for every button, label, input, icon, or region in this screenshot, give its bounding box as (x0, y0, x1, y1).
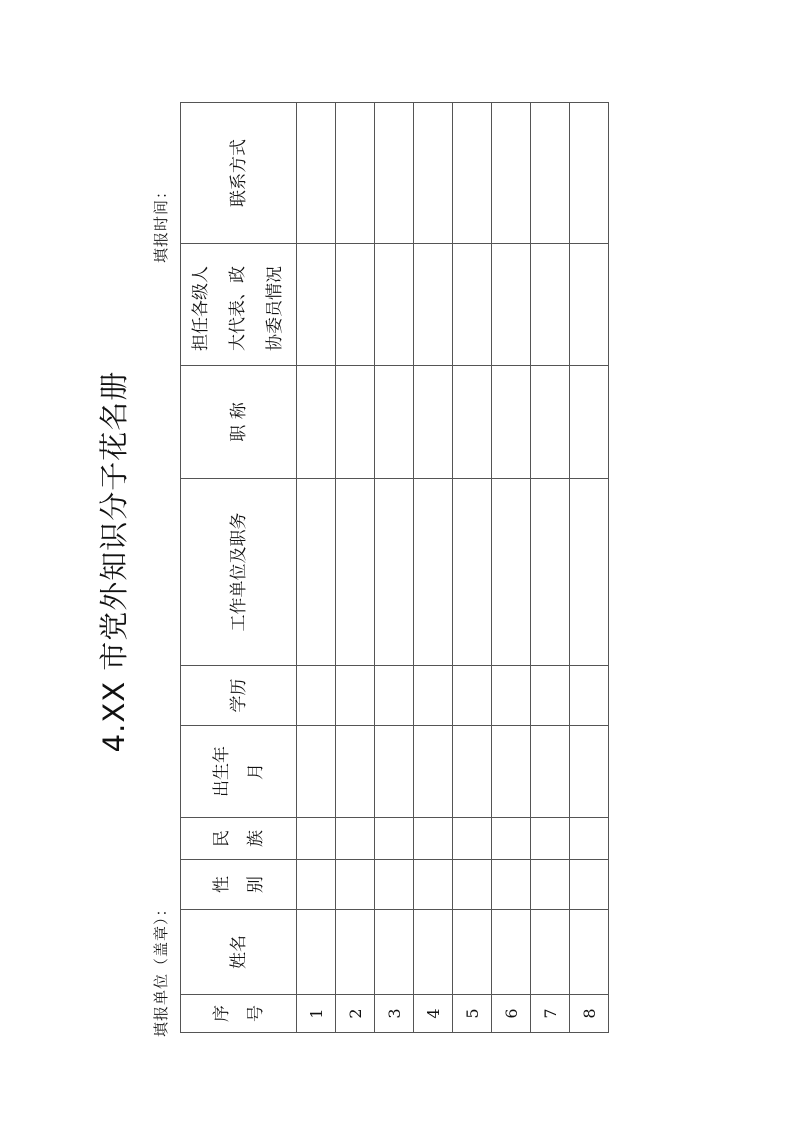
representative-cell[interactable] (570, 244, 609, 366)
birth-cell[interactable] (375, 726, 414, 818)
header-representative: 担任各级人 大代表、政 协委员情况 (181, 244, 297, 366)
contact-cell[interactable] (570, 103, 609, 244)
header-seq: 序 号 (181, 995, 297, 1033)
ethnicity-cell[interactable] (297, 818, 336, 860)
header-name: 姓名 (181, 910, 297, 995)
representative-cell[interactable] (414, 244, 453, 366)
ethnicity-cell[interactable] (570, 818, 609, 860)
header-sex: 性 别 (181, 860, 297, 910)
education-cell[interactable] (570, 666, 609, 726)
header-contact: 联系方式 (181, 103, 297, 244)
header-birth: 出生年 月 (181, 726, 297, 818)
name-cell[interactable] (453, 910, 492, 995)
table-row (492, 103, 531, 1033)
table-row (453, 103, 492, 1033)
reporting-unit-label: 填报单位（盖章）： (152, 900, 170, 1037)
header-work: 工作单位及职务 (181, 479, 297, 666)
table-row (531, 103, 570, 1033)
work-cell[interactable] (453, 479, 492, 666)
title-cell[interactable] (297, 366, 336, 479)
work-cell[interactable] (414, 479, 453, 666)
header-education: 学历 (181, 666, 297, 726)
name-cell[interactable] (375, 910, 414, 995)
title-cell[interactable] (414, 366, 453, 479)
birth-cell[interactable] (531, 726, 570, 818)
education-cell[interactable] (531, 666, 570, 726)
row-number: 2 (336, 995, 375, 1033)
header-title: 职 称 (181, 366, 297, 479)
row-number: 6 (492, 995, 531, 1033)
page-title: 4.XX 市党外知识分子花名册 (97, 370, 131, 753)
row-number: 1 (297, 995, 336, 1033)
education-cell[interactable] (453, 666, 492, 726)
ethnicity-cell[interactable] (531, 818, 570, 860)
row-number: 7 (531, 995, 570, 1033)
contact-cell[interactable] (414, 103, 453, 244)
row-number: 5 (453, 995, 492, 1033)
representative-cell[interactable] (375, 244, 414, 366)
education-cell[interactable] (336, 666, 375, 726)
sex-cell[interactable] (375, 860, 414, 910)
reporting-time-label: 填报时间： (152, 182, 170, 263)
header-ethnicity: 民 族 (181, 818, 297, 860)
birth-cell[interactable] (570, 726, 609, 818)
table-row (414, 103, 453, 1033)
birth-cell[interactable] (414, 726, 453, 818)
name-cell[interactable] (414, 910, 453, 995)
name-cell[interactable] (492, 910, 531, 995)
table-row (375, 103, 414, 1033)
sex-cell[interactable] (492, 860, 531, 910)
representative-cell[interactable] (531, 244, 570, 366)
ethnicity-cell[interactable] (414, 818, 453, 860)
education-cell[interactable] (297, 666, 336, 726)
name-cell[interactable] (570, 910, 609, 995)
work-cell[interactable] (531, 479, 570, 666)
representative-cell[interactable] (336, 244, 375, 366)
title-cell[interactable] (336, 366, 375, 479)
work-cell[interactable] (375, 479, 414, 666)
work-cell[interactable] (492, 479, 531, 666)
education-cell[interactable] (375, 666, 414, 726)
birth-cell[interactable] (297, 726, 336, 818)
representative-cell[interactable] (297, 244, 336, 366)
contact-cell[interactable] (531, 103, 570, 244)
representative-cell[interactable] (492, 244, 531, 366)
representative-cell[interactable] (453, 244, 492, 366)
education-cell[interactable] (492, 666, 531, 726)
table-row (336, 103, 375, 1033)
ethnicity-cell[interactable] (336, 818, 375, 860)
table-row (297, 103, 336, 1033)
name-cell[interactable] (336, 910, 375, 995)
contact-cell[interactable] (297, 103, 336, 244)
contact-cell[interactable] (492, 103, 531, 244)
name-cell[interactable] (297, 910, 336, 995)
birth-cell[interactable] (453, 726, 492, 818)
sex-cell[interactable] (336, 860, 375, 910)
work-cell[interactable] (570, 479, 609, 666)
title-cell[interactable] (375, 366, 414, 479)
title-cell[interactable] (531, 366, 570, 479)
ethnicity-cell[interactable] (453, 818, 492, 860)
title-cell[interactable] (570, 366, 609, 479)
table-header-row (181, 103, 297, 1033)
contact-cell[interactable] (336, 103, 375, 244)
title-cell[interactable] (492, 366, 531, 479)
contact-cell[interactable] (375, 103, 414, 244)
table-row (570, 103, 609, 1033)
work-cell[interactable] (336, 479, 375, 666)
sex-cell[interactable] (414, 860, 453, 910)
education-cell[interactable] (414, 666, 453, 726)
ethnicity-cell[interactable] (375, 818, 414, 860)
contact-cell[interactable] (453, 103, 492, 244)
row-number: 8 (570, 995, 609, 1033)
row-number: 3 (375, 995, 414, 1033)
title-cell[interactable] (453, 366, 492, 479)
sex-cell[interactable] (453, 860, 492, 910)
birth-cell[interactable] (336, 726, 375, 818)
roster-table (180, 102, 609, 1033)
work-cell[interactable] (297, 479, 336, 666)
row-number: 4 (414, 995, 453, 1033)
name-cell[interactable] (531, 910, 570, 995)
sex-cell[interactable] (531, 860, 570, 910)
sex-cell[interactable] (297, 860, 336, 910)
sex-cell[interactable] (570, 860, 609, 910)
ethnicity-cell[interactable] (492, 818, 531, 860)
birth-cell[interactable] (492, 726, 531, 818)
